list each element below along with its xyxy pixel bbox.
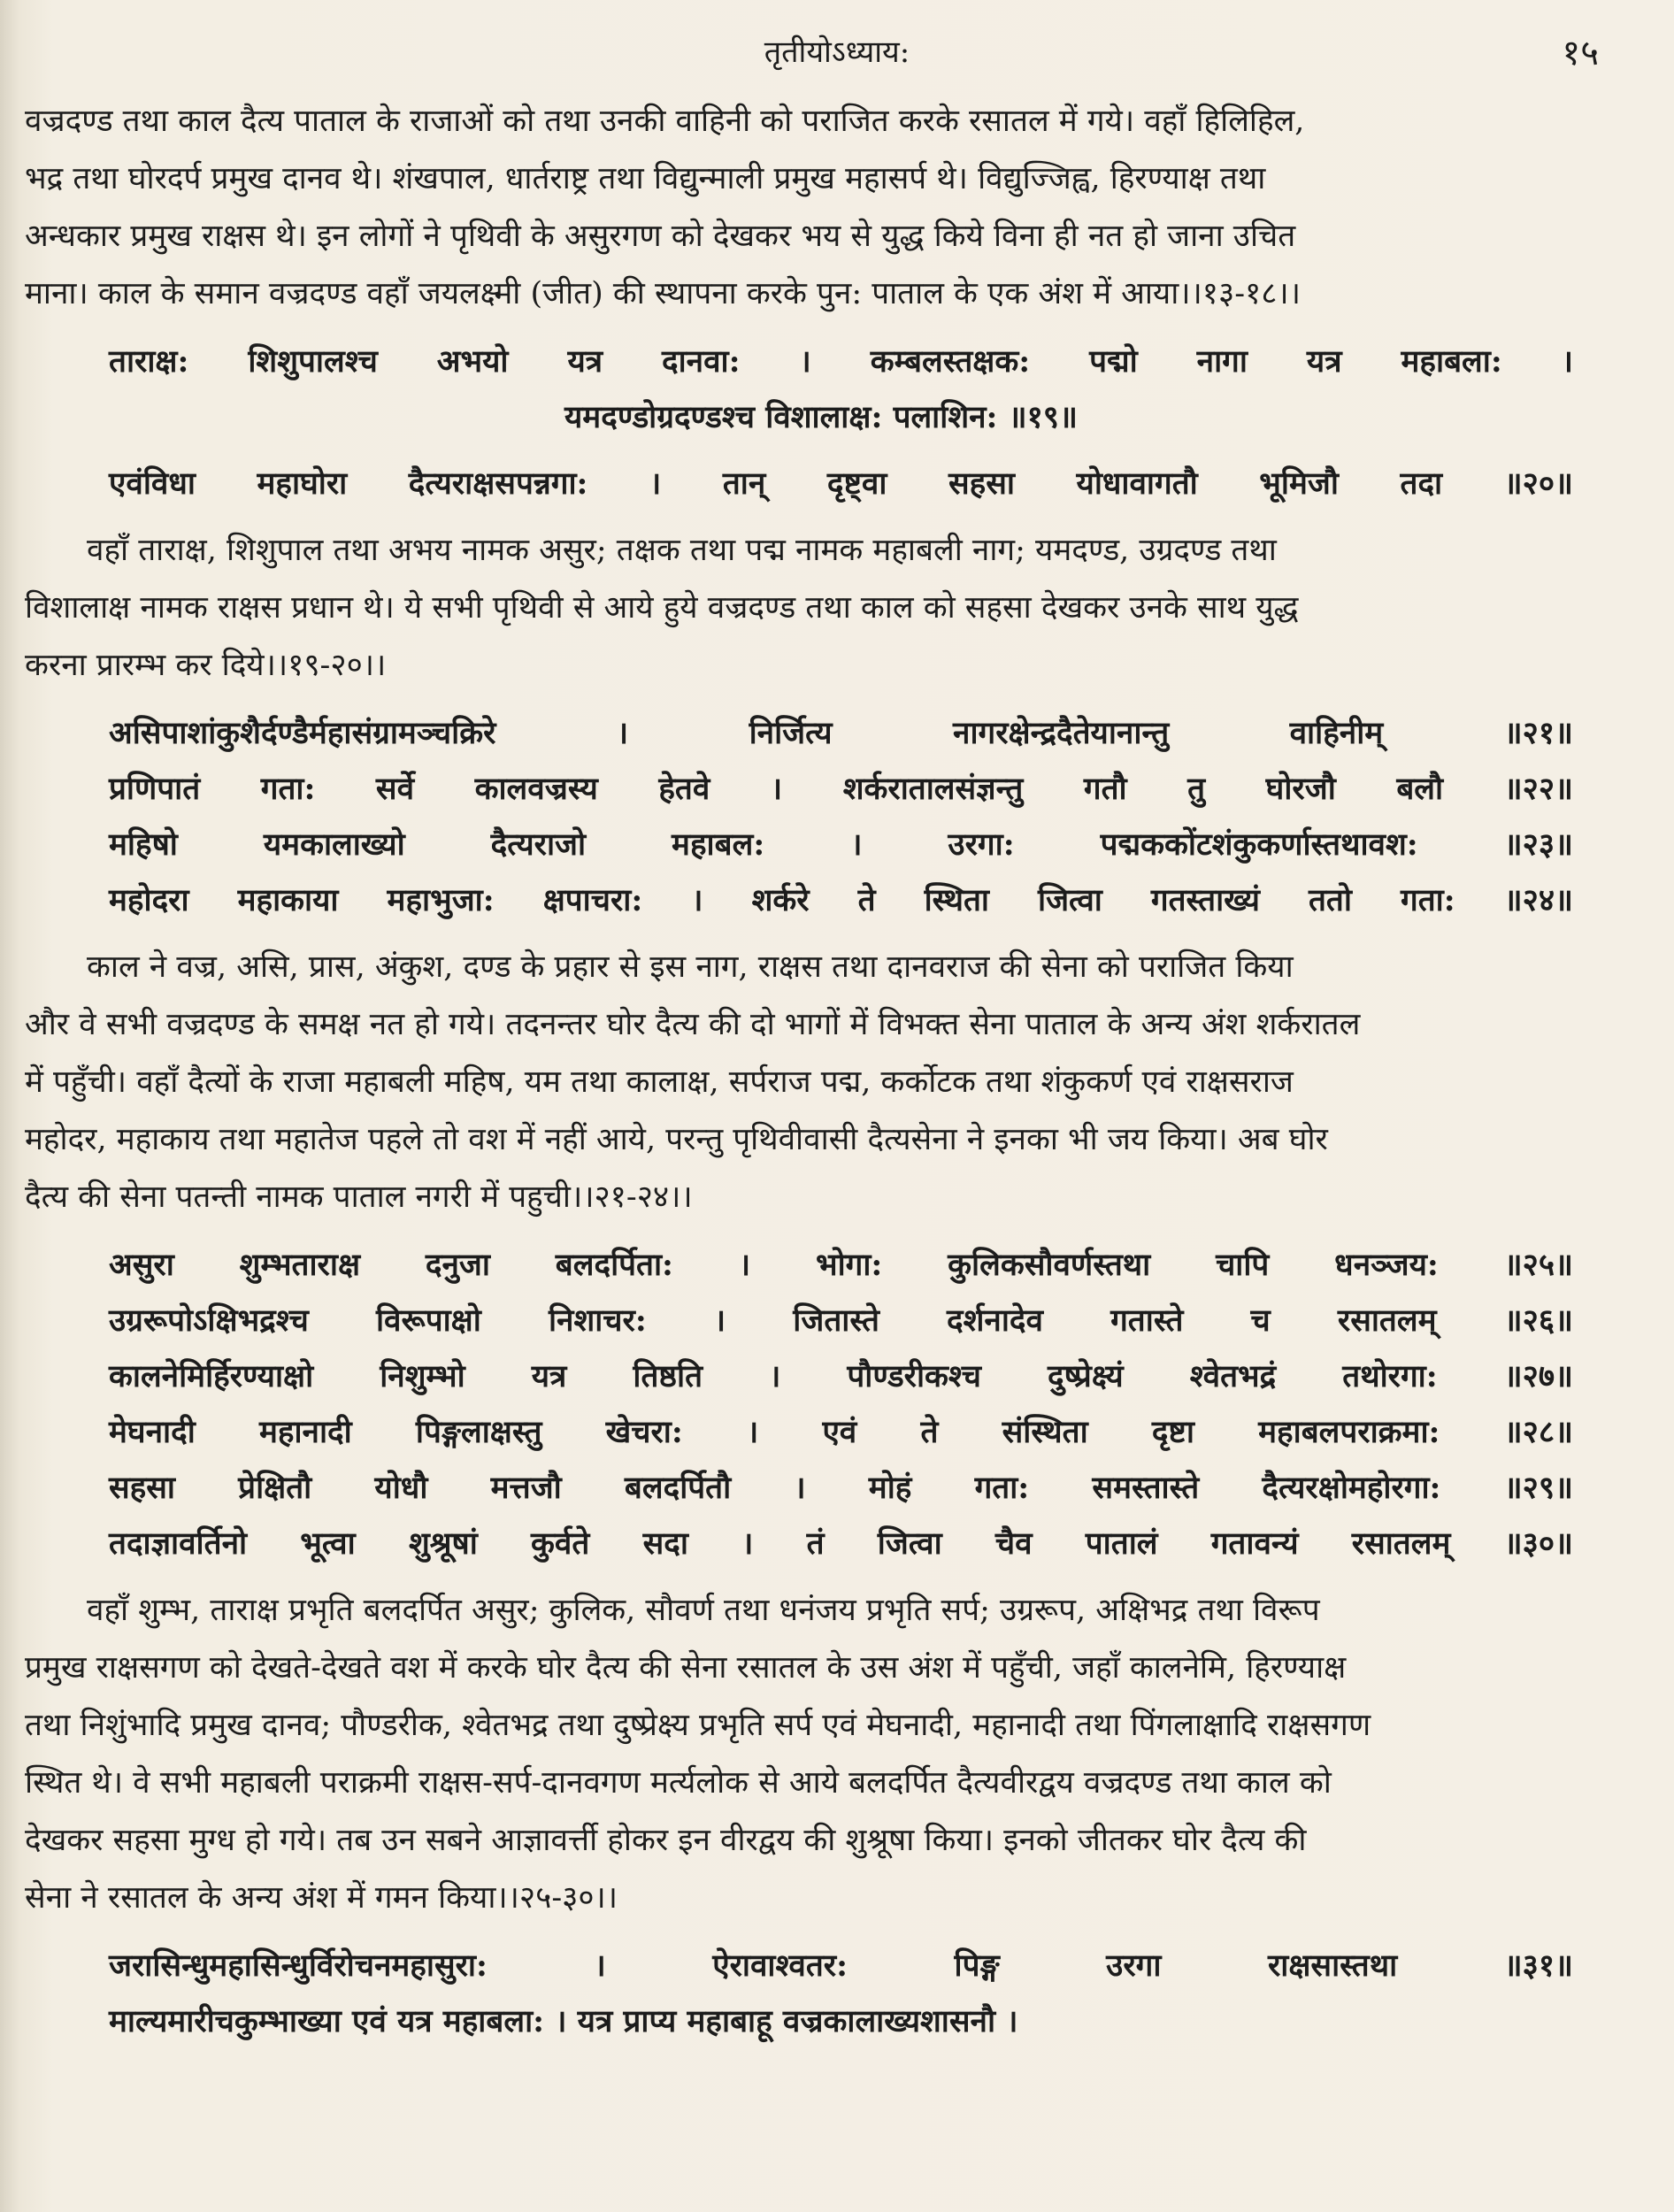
- verse-block: [25, 456, 1617, 511]
- prose-line: वहाँ ताराक्ष, शिशुपाल तथा अभय नामक असुर; तक्षक तथा पद्म नामक महाबली नाग; यमदण्ड, उग्रदण्ड तथा: [87, 533, 1277, 568]
- prose-line: सेना ने रसातल के अन्य अंश में गमन किया।।२५-३०।।: [25, 1880, 618, 1916]
- prose-line: में पहुँची। वहाँ दैत्यों के राजा महाबली महिष, यम तथा कालाक्ष, सर्पराज पद्म, कर्कोटक तथा शंकुकर्ण एवं राक्षसराज: [25, 1064, 1294, 1100]
- prose-paragraph: [25, 522, 1617, 695]
- verse-line: कालनेमिर्हिरण्याक्षो निशुम्भो यत्र तिष्ठति । पौण्डरीकश्च दुष्प्रेक्ष्यं श्वेतभद्रं तथोरगा: ॥२७॥: [109, 1358, 1573, 1394]
- prose-line: अन्धकार प्रमुख राक्षस थे। इन लोगों ने पृथिवी के असुरगण को देखकर भय से युद्ध किये विना ही नत हो जाना उचित: [25, 219, 1296, 254]
- verse-line: ताराक्ष: शिशुपालश्च अभयो यत्र दानवा: । कम्बलस्तक्षक: पद्मो नागा यत्र महाबला: ।: [109, 343, 1573, 380]
- verse-line: सहसा प्रेक्षितौ योधौ मत्तजौ बलदर्पितौ । मोहं गता: समस्तास्ते दैत्यरक्षोमहोरगा: ॥२९॥: [109, 1470, 1573, 1506]
- verse-line: असिपाशांकुशैर्दण्डैर्महासंग्रामञ्चक्रिरे । निर्जित्य नागरक्षेन्द्रदैतेयानान्तु वाहिनीम् ॥२१॥: [109, 715, 1573, 751]
- verse-line: प्रणिपातं गता: सर्वे कालवज्रस्य हेतवे । शर्करातालसंज्ञन्तु गतौ तु घोरजौ बलौ ॥२२॥: [109, 771, 1573, 807]
- prose-line: वज्रदण्ड तथा काल दैत्य पाताल के राजाओं को तथा उनकी वाहिनी को पराजित करके रसातल में गये। वहाँ हिलिहिल,: [25, 104, 1305, 139]
- prose-line: देखकर सहसा मुग्ध हो गये। तब उन सबने आज्ञावर्त्ती होकर इन वीरद्वय की शुश्रूषा किया। इनको जीतकर घोर दैत्य की: [25, 1823, 1307, 1858]
- prose-line: विशालाक्ष नामक राक्षस प्रधान थे। ये सभी पृथिवी से आये हुये वज्रदण्ड तथा काल को सहसा देखकर उनके साथ युद्ध: [25, 590, 1299, 626]
- prose-paragraph: [25, 939, 1617, 1226]
- verse-block: [25, 705, 1617, 928]
- prose-paragraph: [25, 1582, 1617, 1927]
- prose-line: करना प्रारम्भ कर दिये।।१९-२०।।: [25, 648, 387, 683]
- verse-line: यमदण्डोग्रदण्डश्च विशालाक्ष: पलाशिन: ॥१९॥: [564, 399, 1078, 435]
- prose-line: महोदर, महाकाय तथा महातेज पहले तो वश में नहीं आये, परन्तु पृथिवीवासी दैत्यसेना ने इनका भी जय किया। अब घोर: [25, 1122, 1328, 1157]
- verse-line: असुरा शुम्भताराक्ष दनुजा बलदर्पिता: । भोगा: कुलिकसौवर्णस्तथा चापि धनञ्जय: ॥२५॥: [109, 1247, 1573, 1283]
- prose-line: तथा निशुंभादि प्रमुख दानव; पौण्डरीक, श्वेतभद्र तथा दुष्प्रेक्ष्य प्रभृति सर्प एवं मेघनादी, महानादी तथा पिंगलाक्षादि राक्षसगण: [25, 1708, 1371, 1743]
- verse-block: [25, 1237, 1617, 1571]
- prose-line: भद्र तथा घोरदर्प प्रमुख दानव थे। शंखपाल, धार्तराष्ट्र तथा विद्युन्माली प्रमुख महासर्प थे। विद्युज्जिह्व, हिरण्याक्ष तथा: [25, 161, 1266, 196]
- page-content: [25, 93, 1617, 2060]
- prose-line: दैत्य की सेना पतन्ती नामक पाताल नगरी में पहुची।।२१-२४।।: [25, 1179, 693, 1215]
- page-header: [0, 27, 1674, 76]
- verse-line: एवंविधा महाघोरा दैत्यराक्षसपन्नगा: । तान् दृष्ट्वा सहसा योधावागतौ भूमिजौ तदा ॥२०॥: [109, 465, 1573, 502]
- verse-line: मेघनादी महानादी पिङ्गलाक्षस्तु खेचरा: । एवं ते संस्थिता दृष्टा महाबलपराक्रमा: ॥२८॥: [109, 1414, 1573, 1450]
- verse-line: महिषो यमकालाख्यो दैत्यराजो महाबल: । उरगा: पद्मककोंटशंकुकर्णास्तथावश: ॥२३॥: [109, 826, 1573, 863]
- verse-block: [25, 334, 1617, 445]
- chapter-title: तृतीयोऽध्याय:: [764, 35, 910, 70]
- verse-line: महोदरा महाकाया महाभुजा: क्षपाचरा: । शर्करे ते स्थिता जित्वा गतस्ताख्यं ततो गता: ॥२४॥: [109, 882, 1573, 918]
- prose-line: वहाँ शुम्भ, ताराक्ष प्रभृति बलदर्पित असुर; कुलिक, सौवर्ण तथा धनंजय प्रभृति सर्प; उग्ररूप, अक्षिभद्र तथा विरूप: [87, 1593, 1320, 1628]
- page-number: १५: [1562, 33, 1599, 73]
- prose-line: माना। काल के समान वज्रदण्ड वहाँ जयलक्ष्मी (जीत) की स्थापना करके पुन: पाताल के एक अंश में आया।।१३-१८।।: [25, 276, 1301, 311]
- verse-line: तदाज्ञावर्तिनो भूत्वा शुश्रूषां कुर्वते सदा । तं जित्वा चैव पातालं गतावन्यं रसातलम् ॥३०॥: [109, 1525, 1573, 1562]
- prose-line: और वे सभी वज्रदण्ड के समक्ष नत हो गये। तदनन्तर घोर दैत्य की दो भागों में विभक्त सेना पाताल के अन्य अंश शर्करातल: [25, 1007, 1361, 1042]
- prose-line: स्थित थे। वे सभी महाबली पराक्रमी राक्षस-सर्प-दानवगण मर्त्यलोक से आये बलदर्पित दैत्यवीरद्वय वज्रदण्ड तथा काल को: [25, 1765, 1332, 1801]
- verse-block: [25, 1938, 1617, 2049]
- verse-line: जरासिन्धुमहासिन्धुर्विरोचनमहासुरा: । ऐरावाश्वतर: पिङ्ग उरगा राक्षसास्तथा ॥३१॥: [109, 1947, 1573, 1984]
- verse-line: माल्यमारीचकुम्भाख्या एवं यत्र महाबला: । यत्र प्राप्य महाबाहू वज्रकालाख्यशासनौ ।: [109, 2003, 1018, 2039]
- prose-paragraph: [25, 93, 1617, 323]
- verse-line: उग्ररूपोऽक्षिभद्रश्च विरूपाक्षो निशाचर: । जितास्ते दर्शनादेव गतास्ते च रसातलम् ॥२६॥: [109, 1302, 1573, 1339]
- prose-line: काल ने वज्र, असि, प्रास, अंकुश, दण्ड के प्रहार से इस नाग, राक्षस तथा दानवराज की सेना को पराजित किया: [87, 949, 1294, 985]
- prose-line: प्रमुख राक्षसगण को देखते-देखते वश में करके घोर दैत्य की सेना रसातल के उस अंश में पहुँची, जहाँ कालनेमि, हिरण्याक्ष: [25, 1650, 1347, 1686]
